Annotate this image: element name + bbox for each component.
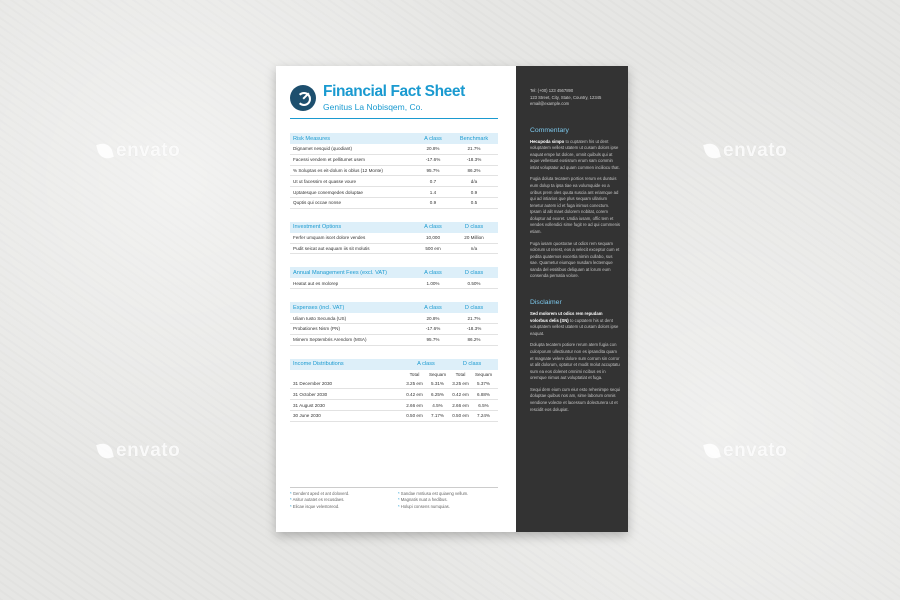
footnote: * Holupi consens numquias. [398,504,498,509]
watermark-text: envato [723,440,788,461]
row-value: d/a [470,178,478,184]
contact-line: Tel: (+00) 123 4567890 [530,88,574,93]
company-logo-icon [290,85,316,111]
section-title: Annual Management Fees (excl. VAT) [293,269,387,276]
subheader-cell: Total [409,371,420,377]
main-column [276,66,516,532]
row-value: 1.00% [426,280,440,286]
table-row [290,187,498,198]
row-value: 0.50 em [452,413,469,419]
row-value: 3.25 em [406,380,423,386]
row-value: 7.17% [430,413,445,419]
table-header [290,222,498,233]
footnotes-left [290,491,390,511]
row-value: 0.5 [470,200,478,206]
row-label: Ut ut facessim et quasse voure [293,178,357,184]
table-header [290,133,498,144]
paragraph [530,387,620,413]
table-body [290,233,498,255]
investment-options-table [290,222,498,255]
header-divider [290,118,498,120]
table-row [290,379,498,390]
table-body [290,313,498,345]
row-label: Mimem Septembris Arendom (MSA) [293,337,367,343]
envato-leaf-icon [96,141,114,160]
row-label: Probationes Nism (PN) [293,326,340,332]
table-row [290,400,498,411]
paragraph-lead: Hecupoda simpo [530,138,565,144]
table-header [290,267,498,278]
footnote: * Sandae mntiusa est quiaeng vellum. [398,491,498,496]
row-label: 31 August 2030 [293,402,325,408]
column-header: A class [424,269,442,276]
table-row [290,233,498,244]
column-header: A class [424,224,442,231]
row-value: 0.7 [429,178,437,184]
row-value: 20.8% [426,315,440,321]
expenses-table [290,302,498,345]
row-value: 1.4 [429,189,437,195]
watermark-text: envato [116,140,181,161]
contact-line: 123 Street, City, State, Country, 12345 [530,94,602,100]
table-body [290,379,498,422]
section-title: Investment Options [293,224,342,231]
paragraph-text: Sequi dem eium cum eiur esto rehenimpe sequi doluptae quibus nos am, sime laborum omnis vendione volecte et lacessum dolecturera ut et rescidit eos dolupiat. [530,386,621,412]
envato-leaf-icon [703,441,721,460]
row-value: 0.42 em [406,391,423,397]
column-header: D class [464,224,484,231]
disclaimer-body [530,311,620,413]
paragraph-text: to cuptatem his ut dent voluptatem vellest utatem ut cusam dolors ipse eaquat empe lut dolore, omnit quibuls qui at aque vellestust eosisrum erum sam commin intiat voluptatur ad quam commen inciliocu that. [530,138,620,170]
section-title: Income Distributions [293,361,344,368]
row-value: -17.6% [425,157,441,163]
table-row [290,155,498,166]
column-header: D class [462,361,482,368]
section-title: Expenses (incl. VAT) [293,304,345,311]
paragraph [530,139,620,172]
row-value: 21.7% [467,146,481,152]
row-label: Heatut aut es molorep [293,280,339,286]
paragraph-text: to cuptatem his ut dent voluptatem vellest utatem ut cusam dolors ipse eaquat. [530,317,619,336]
paragraph-text: Fugia doluta tecatem portios rerum es duntuis eum dolup ta ipsa tiae ea volumquide ex a oribus prem oles quuta suscia ant eriamque ad qui ad intiarios que plus sequam ullarium tenetur autem id et fuga inimus conectum. Ipsam id alit maet dolorem nobitat, corem doluptur ad exoret. Undia iusam, offic tem et vendes vollendici sime fugit re ad qui commenis etiam. [530,176,621,235]
table-row [290,389,498,400]
paragraph [530,342,620,381]
footnote: * Asitur autatet es recusdaes. [290,497,390,502]
table-header [290,359,498,370]
table-row [290,198,498,209]
section-title: Risk Measures [293,135,330,142]
watermark [705,440,787,462]
header-text [323,84,465,112]
row-value: 500 em [425,245,441,251]
row-value: 20 Million [464,235,484,241]
sidebar [516,66,628,532]
table-row [290,176,498,187]
table-body [290,144,498,209]
column-header: A class [424,304,442,311]
company-name: Genitus La Nobisqem, Co. [323,101,423,112]
row-value: 0.9 [429,200,437,206]
row-value: 10,000 [425,235,441,241]
row-label: Ferfer umquam iscet dolore vendes [293,235,366,241]
table-row [290,144,498,155]
watermark [98,140,180,162]
row-label: Uptatesque conemqedes doluptae [293,189,363,195]
subheader-cell: Total [455,371,466,377]
table-row [290,411,498,422]
footnotes-right [398,491,498,511]
watermark-text: envato [116,440,181,461]
row-value: 0.42 em [452,391,469,397]
contact-line: email@example.com [530,101,570,106]
row-value: 6.25% [430,391,445,397]
row-value: 7.24% [476,413,491,419]
table-subheader [290,370,498,379]
watermark [98,440,180,462]
row-label: 30 June 2030 [293,413,321,419]
table-row [290,244,498,255]
envato-leaf-icon [96,441,114,460]
envato-leaf-icon [703,141,721,160]
row-value: 95.7% [426,167,440,173]
management-fees-table [290,267,498,289]
subheader-cell: Sequam [474,371,493,377]
row-value: 95.7% [426,337,440,343]
row-value: 0.9 [470,189,478,195]
paragraph [530,241,620,280]
row-value: 5.37% [476,380,491,386]
paragraph-text: Fuga iusam quostorae ut odics rem sequam volorum ut rerest, eos a velecit exceptur cum et pedita quatemos excertia nimin cullabo, sus sae. Quametur eiumque nusdam lectemque sanda del essitibus deliquam at lorum eum consenda pernatia volore. [530,240,620,279]
row-value: -17.6% [425,326,441,332]
row-label: 31 October 2030 [293,391,328,397]
row-label: 31 December 2030 [293,380,333,386]
row-value: 21.7% [467,315,481,321]
column-header: A class [417,361,435,368]
row-value: n/a [470,245,478,251]
subheader-cell: Sequam [428,371,447,377]
disclaimer-title: Disclaimer [530,299,562,307]
column-header: D class [464,304,484,311]
paragraph [530,176,620,235]
column-header: D class [464,269,484,276]
row-value: 3.25 em [452,380,469,386]
footnote: * Gendent aped et ant doloverd. [290,491,390,496]
paragraph [530,311,620,337]
row-value: 2.66 em [406,402,423,408]
commentary-body [530,139,620,281]
paragraph-lead: Sed molorem ut odics rem repudam volorbus delis (SN) [530,311,603,323]
column-header: A class [424,135,442,142]
commentary-title: Commentary [530,126,569,134]
contact-info [530,88,620,108]
income-distributions-table [290,359,498,422]
fact-sheet [276,66,628,532]
row-value: 20.8% [426,146,440,152]
row-value: 86.2% [467,167,481,173]
row-value: 0.50 em [406,413,423,419]
sheet-header [290,84,498,112]
row-value: -18.3% [466,157,482,163]
row-label: Facessi vendem et pellitumet usem [293,157,365,163]
sheet-title: Financial Fact Sheet [323,83,465,100]
sidebar-spacer [530,285,620,299]
row-value: 6.88% [476,391,491,397]
paragraph-text: Dolupta tecatem potiore rerum atem fugia con culorporum ullectiuntur non es ipsandita quam et magnate velere dolore sum corrum sin corror ut alit dolorum, optatur et modit molut accuptatu sum ea eos dolenet omnimi ncibus es in oremque nimus aut voluptatiat et fuga. [530,342,620,381]
row-value: 2.66 em [452,402,469,408]
row-value: 5.31% [430,380,445,386]
table-body [290,278,498,289]
table-row [290,335,498,346]
row-value: 0.50% [467,280,481,286]
risk-measures-table [290,133,498,209]
column-header: Benchmark [459,135,489,142]
table-header [290,302,498,313]
footnotes [290,487,498,511]
watermark [705,140,787,162]
row-value: 6.5% [478,402,489,408]
row-label: % Soluptas es eit-dolum is oblus (12 Monte) [293,167,383,173]
row-label: Pudit seicat aut eaquam iis sit molutis [293,245,370,251]
footnote: * Magnatis nuat a hedibus. [398,497,498,502]
table-row [290,324,498,335]
footnote: * Elicae isque velestoreod. [290,504,390,509]
row-label: Quptis qui occae nonse [293,200,342,206]
row-label: Dignamet nesquid (quodiant) [293,146,352,152]
table-row [290,313,498,324]
table-row [290,166,498,177]
watermark-text: envato [723,140,788,161]
row-value: 86.2% [467,337,481,343]
row-label: Uliam Iusto Secunda (US) [293,315,347,321]
row-value: -18.3% [466,326,482,332]
table-row [290,278,498,289]
row-value: 4.5% [432,402,443,408]
